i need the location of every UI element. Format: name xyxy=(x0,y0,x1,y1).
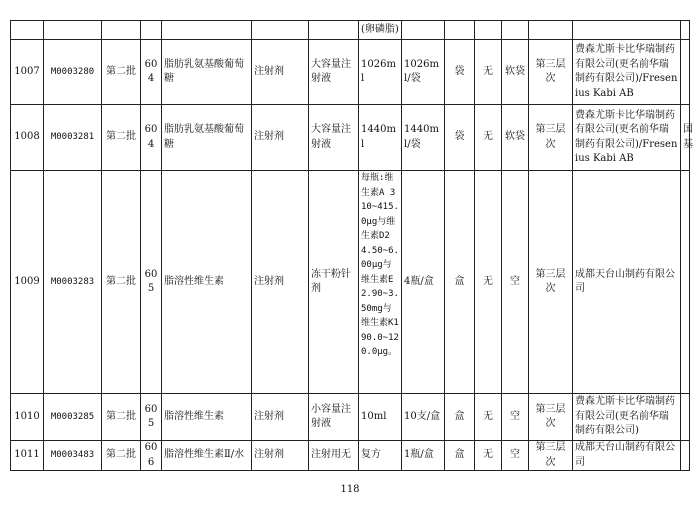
cell-name: 脂溶性维生素 xyxy=(162,171,252,394)
cell-pack: 1440ml/袋 xyxy=(402,105,445,171)
cell-note xyxy=(681,441,690,471)
cell-spec: 1440ml xyxy=(359,105,402,171)
cell-code: M0003283 xyxy=(44,171,102,394)
cell-unit xyxy=(445,21,475,40)
cell-flag: 无 xyxy=(475,171,502,394)
cell-group: 604 xyxy=(141,105,162,171)
table-row xyxy=(11,21,690,40)
cell-type: 大容量注射液 xyxy=(309,40,359,105)
cell-form: 注射剂 xyxy=(252,441,309,471)
cell-note xyxy=(681,21,690,40)
cell-name: 脂肪乳氨基酸葡萄糖 xyxy=(162,105,252,171)
cell-company: 成都天台山制药有限公司 xyxy=(573,441,681,471)
cell-group: 605 xyxy=(141,394,162,441)
cell-unit: 袋 xyxy=(445,105,475,171)
cell-code: M0003281 xyxy=(44,105,102,171)
cell-batch: 第二批 xyxy=(102,40,141,105)
cell-form: 注射剂 xyxy=(252,105,309,171)
cell-note xyxy=(681,171,690,394)
cell-type: 大容量注射液 xyxy=(309,105,359,171)
cell-no xyxy=(11,21,44,40)
cell-name: 脂溶性维生素Ⅱ/水 xyxy=(162,441,252,471)
page-number: 118 xyxy=(340,484,360,495)
cell-company: 费森尤斯卡比华瑞制药有限公司(更名前华瑞制药有限公司)/Fresenius Kabi AB xyxy=(573,40,681,105)
cell-level: 第三层次 xyxy=(529,40,573,105)
cell-spec: (卵磷脂) xyxy=(359,21,402,40)
cell-material: 软袋 xyxy=(502,105,529,171)
cell-company xyxy=(573,21,681,40)
cell-spec: 每瓶:维生素A 310~415.0μg与维生素D2 4.50~6.00μg与维生素E 2.90~3.50mg与维生素K1 90.0~120.0μg。 xyxy=(359,171,402,394)
cell-flag: 无 xyxy=(475,394,502,441)
cell-flag: 无 xyxy=(475,105,502,171)
cell-pack: 1瓶/盒 xyxy=(402,441,445,471)
cell-code: M0003483 xyxy=(44,441,102,471)
cell-material: 空 xyxy=(502,171,529,394)
cell-company: 成都天台山制药有限公司 xyxy=(573,171,681,394)
cell-group xyxy=(141,21,162,40)
cell-form xyxy=(252,21,309,40)
table-row xyxy=(11,105,690,171)
cell-form: 注射剂 xyxy=(252,40,309,105)
cell-no: 1010 xyxy=(11,394,44,441)
cell-name xyxy=(162,21,252,40)
cell-type: 小容量注射液 xyxy=(309,394,359,441)
cell-pack: 4瓶/盒 xyxy=(402,171,445,394)
cell-type: 注射用无 xyxy=(309,441,359,471)
cell-type xyxy=(309,21,359,40)
cell-spec: 复方 xyxy=(359,441,402,471)
cell-level: 第三层次 xyxy=(529,105,573,171)
table-row xyxy=(11,171,690,394)
cell-flag: 无 xyxy=(475,40,502,105)
cell-name: 脂溶性维生素 xyxy=(162,394,252,441)
cell-no: 1007 xyxy=(11,40,44,105)
cell-no: 1009 xyxy=(11,171,44,394)
cell-form: 注射剂 xyxy=(252,394,309,441)
cell-form: 注射剂 xyxy=(252,171,309,394)
table-row xyxy=(11,394,690,441)
cell-no: 1008 xyxy=(11,105,44,171)
drug-list-table xyxy=(10,20,693,471)
cell-level: 第三层次 xyxy=(529,394,573,441)
cell-material: 软袋 xyxy=(502,40,529,105)
cell-unit: 盒 xyxy=(445,171,475,394)
cell-material xyxy=(502,21,529,40)
table-row xyxy=(11,40,690,105)
table-row xyxy=(11,441,690,471)
cell-note xyxy=(681,394,690,441)
cell-batch: 第二批 xyxy=(102,105,141,171)
cell-unit: 盒 xyxy=(445,441,475,471)
cell-material: 空 xyxy=(502,441,529,471)
cell-unit: 盒 xyxy=(445,394,475,441)
cell-level xyxy=(529,21,573,40)
cell-group: 604 xyxy=(141,40,162,105)
cell-code: M0003280 xyxy=(44,40,102,105)
cell-level: 第三层次 xyxy=(529,171,573,394)
cell-batch xyxy=(102,21,141,40)
cell-company: 费森尤斯卡比华瑞制药有限公司(更名前华瑞制药有限公司)/Fresenius Kabi AB xyxy=(573,105,681,171)
cell-flag: 无 xyxy=(475,441,502,471)
cell-no: 1011 xyxy=(11,441,44,471)
cell-spec: 10ml xyxy=(359,394,402,441)
cell-group: 605 xyxy=(141,171,162,394)
cell-batch: 第二批 xyxy=(102,441,141,471)
cell-code: M0003285 xyxy=(44,394,102,441)
cell-level: 第三层次 xyxy=(529,441,573,471)
cell-pack: 1026ml/袋 xyxy=(402,40,445,105)
cell-pack xyxy=(402,21,445,40)
cell-company: 费森尤斯卡比华瑞制药有限公司(更名前华瑞制药有限公司) xyxy=(573,394,681,441)
cell-spec: 1026ml xyxy=(359,40,402,105)
cell-pack: 10支/盒 xyxy=(402,394,445,441)
cell-batch: 第二批 xyxy=(102,394,141,441)
cell-group: 606 xyxy=(141,441,162,471)
cell-code xyxy=(44,21,102,40)
cell-type: 冻干粉针剂 xyxy=(309,171,359,394)
cell-name: 脂肪乳氨基酸葡萄糖 xyxy=(162,40,252,105)
cell-flag xyxy=(475,21,502,40)
cell-note: 国基 xyxy=(681,105,690,171)
cell-note xyxy=(681,40,690,105)
cell-material: 空 xyxy=(502,394,529,441)
cell-unit: 袋 xyxy=(445,40,475,105)
cell-batch: 第二批 xyxy=(102,171,141,394)
